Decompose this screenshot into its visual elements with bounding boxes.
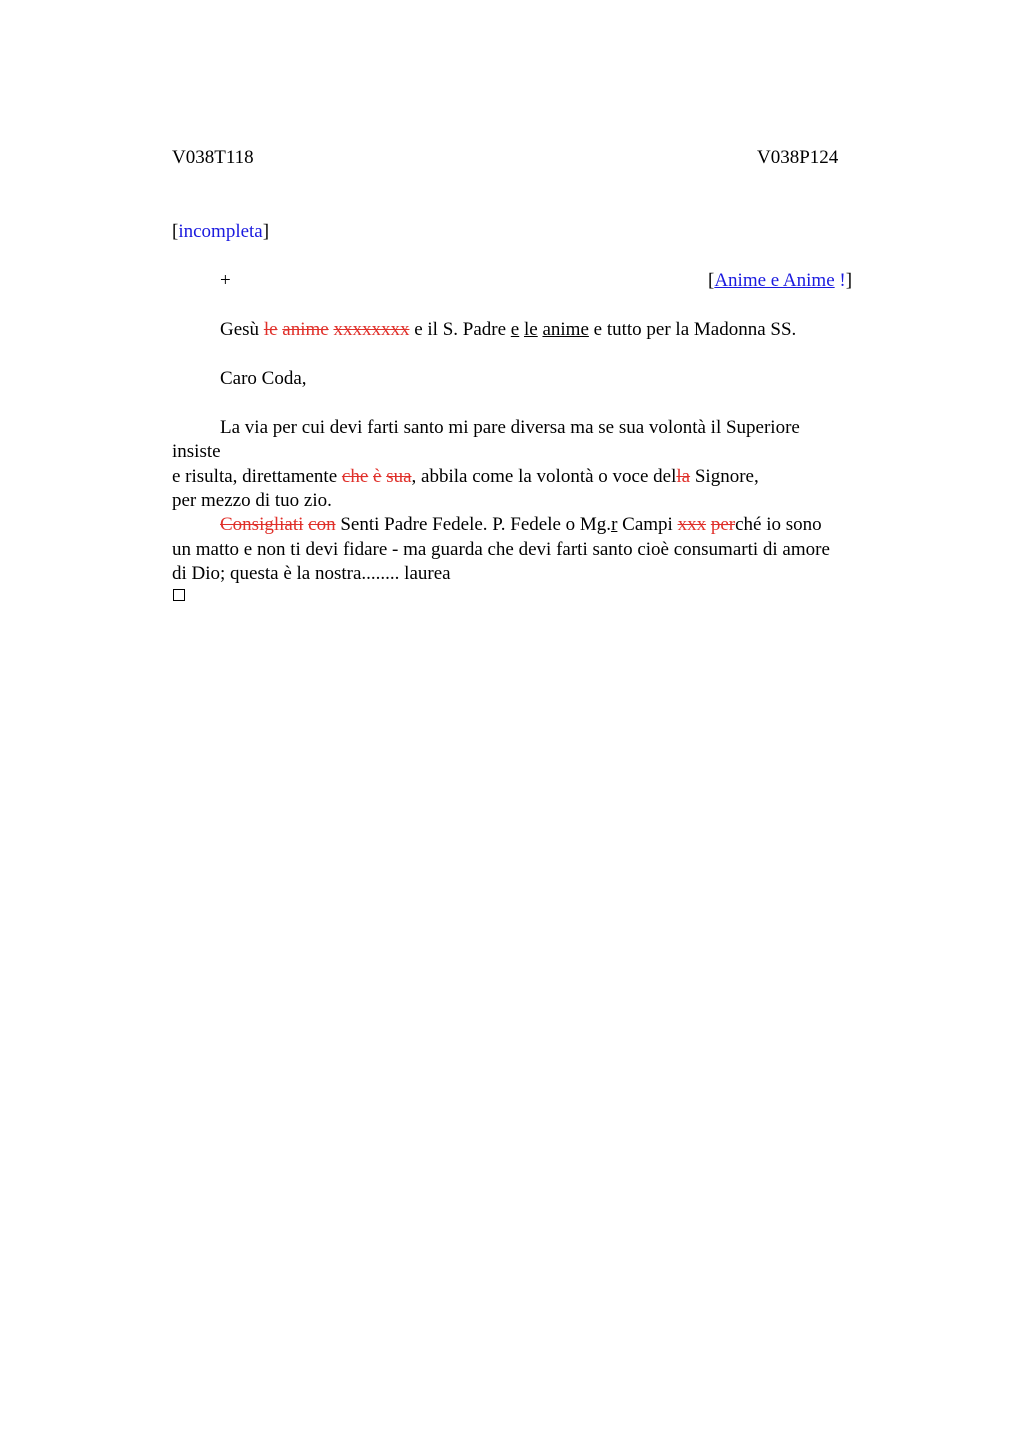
paragraph-1-line-2: insiste [172, 441, 221, 462]
paragraph-text: , abbila come la volontà o voce del [411, 466, 677, 487]
deleted-text: che [341, 466, 369, 487]
paragraph-text: e risulta, direttamente [172, 466, 342, 487]
title-link[interactable]: Anime e Anime [714, 270, 835, 291]
title-exclamation: ! [834, 270, 846, 291]
underlined-text: r [611, 514, 618, 535]
bracket-open: [ [172, 221, 179, 242]
paragraph-1-line-3 [172, 465, 759, 489]
motto-text: Gesù [220, 319, 264, 340]
bracket-close: ] [845, 270, 853, 291]
motto-text: e tutto per la Madonna SS. [588, 319, 797, 340]
deleted-text: Consigliati [220, 514, 304, 535]
document-code-left: V038T118 [172, 147, 254, 168]
deleted-text: xxx [677, 514, 707, 535]
paragraph-text: Signore, [690, 466, 759, 487]
underlined-text: e [510, 319, 520, 340]
underlined-text: anime [542, 319, 589, 340]
motto-line [220, 318, 796, 342]
deleted-text: per [710, 514, 736, 535]
status-label: incompleta [178, 221, 263, 242]
underlined-text: le [523, 319, 538, 340]
deleted-text: le [263, 319, 278, 340]
paragraph-text: Campi [617, 514, 678, 535]
motto-text: e il S. Padre [409, 319, 511, 340]
title-tag [708, 269, 852, 293]
deleted-text: sua [386, 466, 412, 487]
cross-symbol: + [220, 270, 231, 291]
paragraph-1-line-4: per mezzo di tuo zio. [172, 490, 332, 511]
status-tag [172, 220, 269, 244]
document-code-right: V038P124 [757, 147, 839, 168]
deleted-text: xxxxxxxx [333, 319, 410, 340]
deleted-text: è [373, 466, 382, 487]
paragraph-2-line-1 [220, 513, 822, 537]
paragraph-2-line-2: un matto e non ti devi fidare - ma guarda che devi farti santo cioè consumarti di amore [172, 539, 830, 560]
deleted-text: anime [282, 319, 329, 340]
paragraph-1-line-1: La via per cui devi farti santo mi pare diversa ma se sua volontà il Superiore [220, 417, 800, 438]
paragraph-text: ché io sono [735, 514, 822, 535]
end-marker-box-icon [173, 589, 185, 601]
paragraph-2-line-3: di Dio; questa è la nostra........ laurea [172, 563, 451, 584]
deleted-text: la [676, 466, 691, 487]
bracket-close: ] [262, 221, 270, 242]
bracket-open: [ [708, 270, 715, 291]
paragraph-text: Senti Padre Fedele. P. Fedele o Mg. [335, 514, 612, 535]
greeting: Caro Coda, [220, 368, 307, 389]
deleted-text: con [308, 514, 336, 535]
